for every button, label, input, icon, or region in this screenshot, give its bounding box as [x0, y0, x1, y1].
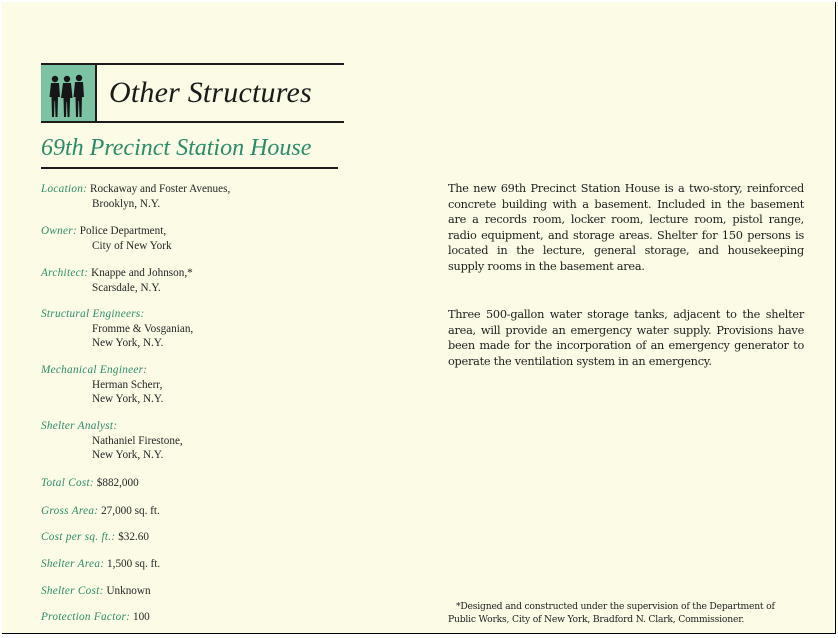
footnote-line2: Public Works, City of New York, Bradford N. Clark, Commissioner.: [448, 613, 745, 625]
cost-per-sqft-value: $32.60: [118, 531, 149, 543]
shelter-analyst-line1: Nathaniel Firestone,: [92, 434, 183, 447]
architect-line1: Knappe and Johnson,*: [91, 267, 193, 279]
building-title: 69th Precinct Station House: [41, 135, 312, 161]
mechanical-engineer-line2: New York, N.Y.: [92, 393, 164, 405]
shelter-area-field: [41, 557, 160, 572]
shelter-analyst-label: Shelter Analyst:: [41, 420, 118, 432]
title-divider: [41, 167, 338, 169]
protection-factor-field: [41, 610, 150, 625]
cost-per-sqft-field: [41, 530, 149, 545]
shelter-analyst-field: [41, 419, 183, 463]
gross-area-field: [41, 504, 160, 519]
architect-label: Architect:: [41, 267, 89, 279]
shelter-analyst-line2: New York, N.Y.: [92, 449, 164, 461]
footnote-line1: *Designed and constructed under the supervision of the Department of: [456, 601, 775, 612]
section-header: [41, 63, 344, 123]
structural-engineers-label: Structural Engineers:: [41, 308, 145, 320]
footnote: [448, 601, 804, 626]
cost-per-sqft-label: Cost per sq. ft.:: [41, 531, 116, 543]
mechanical-engineer-field: [41, 363, 163, 407]
three-people-silhouette-icon: [41, 65, 97, 121]
document-page: [2, 2, 836, 634]
architect-line2: Scarsdale, N.Y.: [92, 281, 161, 294]
mechanical-engineer-label: Mechanical Engineer:: [41, 364, 148, 376]
structural-engineers-line2: New York, N.Y.: [92, 337, 164, 349]
location-label: Location:: [41, 183, 88, 195]
architect-field: [41, 266, 193, 295]
shelter-area-value: 1,500 sq. ft.: [107, 558, 161, 570]
owner-line1: Police Department,: [79, 225, 167, 237]
gross-area-value: 27,000 sq. ft.: [101, 505, 160, 517]
shelter-cost-label: Shelter Cost:: [41, 585, 104, 597]
structural-engineers-line1: Fromme & Vosganian,: [92, 322, 194, 335]
mechanical-engineer-line1: Herman Scherr,: [92, 378, 163, 391]
gross-area-label: Gross Area:: [41, 505, 99, 517]
structural-engineers-field: [41, 307, 193, 351]
description-paragraph-2: Three 500-gallon water storage tanks, adjacent to the shelter area, will provide an emergency water supply. Provisions have been made for the incorporation of an emergency generator to operate the ventilation system in an emergency.: [448, 308, 804, 368]
protection-factor-value: 100: [132, 611, 150, 623]
section-title: Other Structures: [109, 76, 312, 109]
shelter-cost-value: Unknown: [106, 585, 151, 597]
location-line2: Brooklyn, N.Y.: [92, 197, 161, 210]
location-field: [41, 182, 230, 211]
shelter-cost-field: [41, 584, 151, 599]
total-cost-value: $882,000: [96, 477, 139, 489]
location-line1: Rockaway and Foster Avenues,: [90, 183, 231, 195]
shelter-area-label: Shelter Area:: [41, 558, 105, 570]
owner-field: [41, 224, 172, 253]
description-paragraph-1: The new 69th Precinct Station House is a two-story, reinforced concrete building with a basement. Included in the basement are a records room, locker room, lecture room, pistol range, radio equipment, and storage areas. Shelter for 150 persons is located in the lecture, general storage, and housekeeping supply rooms in the basement area.: [448, 182, 804, 273]
total-cost-field: [41, 476, 139, 491]
owner-label: Owner:: [41, 225, 77, 237]
protection-factor-label: Protection Factor:: [41, 611, 131, 623]
total-cost-label: Total Cost:: [41, 477, 94, 489]
owner-line2: City of New York: [92, 239, 172, 252]
